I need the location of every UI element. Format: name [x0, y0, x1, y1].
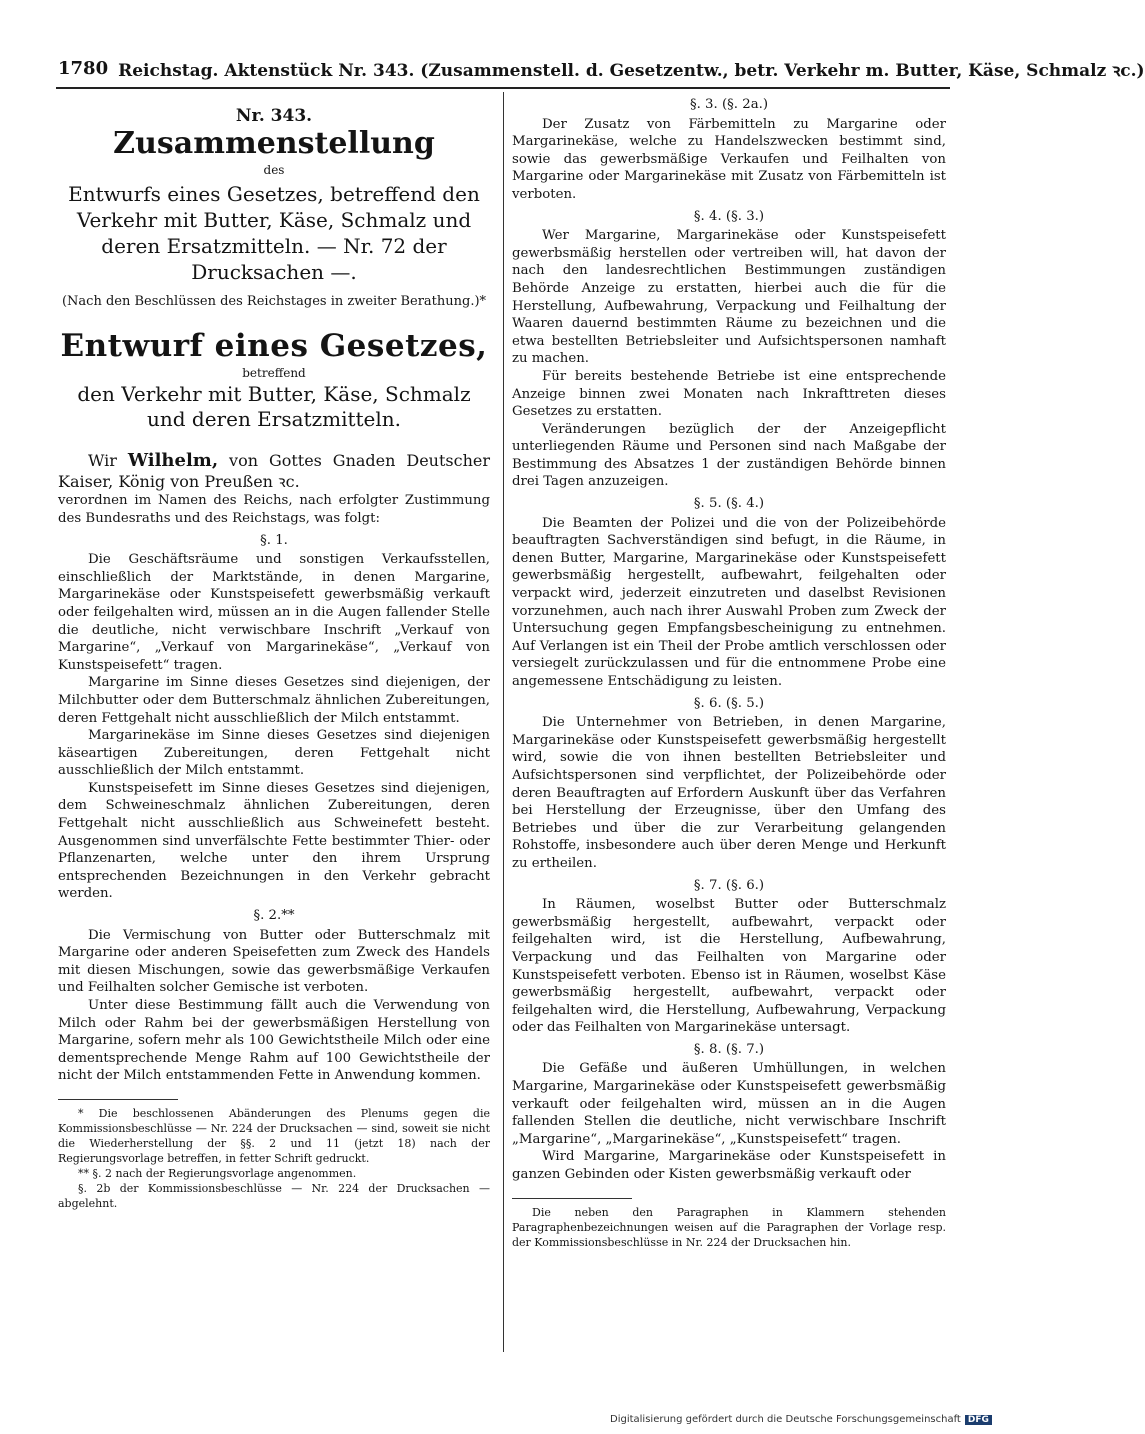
section-4-para-3: Veränderungen bezüglich der der Anzeigepflicht unterliegenden Räume und Personen sind nach Maßgabe der Bestimmung des Absatzes 1 der zuständigen Behörde binnen drei Tagen anzuzeigen.: [512, 421, 946, 490]
credit-text: Digitalisierung gefördert durch die Deutsche Forschungsgemeinschaft: [610, 1414, 961, 1425]
section-7-heading: §. 7. (§. 6.): [693, 877, 765, 893]
draft-subtitle: den Verkehr mit Butter, Käse, Schmalz und deren Ersatzmitteln.: [77, 382, 471, 432]
footnote-rule: [58, 1099, 178, 1100]
preamble-wir: [58, 450, 490, 492]
right-footnote-rule: [512, 1198, 632, 1199]
section-5-para-1: Die Beamten der Polizei und die von der Polizeibehörde beauftragten Sachverständigen sind befugt, in die Räume, in denen Butter, Margarine, Margarinekäse oder Kunstspeisefett gewerbsmäßig hergestellt, aufbewahrt, feilgehalten oder verpackt wird, jederzeit einzutreten und daselbst Revisionen vorzunehmen, auch nach ihrer Auswahl Proben zum Zweck der Untersuchung gegen Empfangsbescheinigung zu entnehmen. Auf Verlangen ist ein Theil der Probe amtlich verschlossen oder versiegelt zurückzulassen und für die entnommene Probe eine angemessene Entschädigung zu leisten.: [512, 515, 946, 689]
page-number: 1780: [58, 58, 109, 79]
digitization-credit: [610, 1414, 992, 1425]
section-7-para-1: In Räumen, woselbst Butter oder Butterschmalz gewerbsmäßig hergestellt, aufbewahrt, verpackt oder feilgehalten wird, ist die Herstellung, Aufbewahrung, Verpackung und das Feilhalten von Margarine oder Kunstspeisefett verboten. Ebenso ist in Räumen, woselbst Käse gewerbsmäßig hergestellt, aufbewahrt, verpackt oder feilgehalten wird, die Herstellung, Aufbewahrung, Verpackung oder das Feilhalten von Margarinekäse untersagt.: [512, 897, 946, 1036]
betreffend-label: betreffend: [242, 365, 306, 380]
section-8-para-1: Die Gefäße und äußeren Umhüllungen, in welchen Margarine, Margarinekäse oder Kunstspeisefett gewerbsmäßig verkauft oder feilgehalten wird, müssen an in die Augen fallenden Stellen die deutliche, nicht verwischbare Inschrift „Margarine“, „Margarinekäse“, „Kunstspeisefett“ tragen.: [512, 1061, 946, 1147]
column-divider: [503, 92, 504, 1352]
running-title: Reichstag. Aktenstück Nr. 343. (Zusammenstell. d. Gesetzentw., betr. Verkehr m. Butter, Käse, Schmalz ꝛc.): [118, 61, 1145, 81]
section-6-heading: §. 6. (§. 5.): [693, 695, 765, 711]
section-5-heading: §. 5. (§. 4.): [693, 496, 765, 512]
header-rule: [56, 87, 950, 89]
section-3-heading: §. 3. (§. 2a.): [689, 97, 769, 112]
des-label: des: [263, 162, 285, 177]
dfg-logo: DFG: [965, 1415, 992, 1425]
section-1-para-3: Margarinekäse im Sinne dieses Gesetzes sind diejenigen käseartigen Zubereitungen, deren Fettgehalt nicht ausschließlich der Milch entstammt.: [58, 728, 490, 779]
draft-title: Entwurf eines Gesetzes,: [60, 327, 488, 364]
section-1-para-1: Die Geschäftsräume und sonstigen Verkaufsstellen, einschließlich der Marktstände, in denen Margarine, Margarinekäse oder Kunstspeisefett gewerbsmäßig verkauft oder feilgehalten wird, müssen an in die Augen fallender Stelle die deutliche, nicht verwischbare Inschrift „Verkauf von Margarine“, „Verkauf von Margarinekäse“, „Verkauf von Kunstspeisefett“ tragen.: [58, 552, 490, 673]
section-4-heading: §. 4. (§. 3.): [693, 208, 765, 224]
footnote-1: * Die beschlossenen Abänderungen des Plenums gegen die Kommissionsbeschlüsse — Nr. 224 der Drucksachen — sind, soweit sie nicht die Wiederherstellung der §§. 2 und 11 (jetzt 18) nach der Regierungsvorlage betreffen, in fetter Schrift gedruckt.: [58, 1106, 490, 1165]
wir-word: Wir: [88, 451, 117, 471]
right-footnote: Die neben den Paragraphen in Klammern stehenden Paragraphenbezeichnungen weisen auf die Paragraphen der Vorlage resp. der Kommissionsbeschlüsse in Nr. 224 der Drucksachen hin.: [512, 1205, 946, 1249]
footnote-3: §. 2b der Kommissionsbeschlüsse — Nr. 224 der Drucksachen — abgelehnt.: [58, 1181, 490, 1210]
section-8-heading: §. 8. (§. 7.): [693, 1041, 765, 1057]
kaiser-titles: von Gottes Gnaden Deutscher Kaiser, König von Preußen ꝛc.: [58, 451, 490, 492]
left-column: [58, 92, 490, 1211]
section-2-heading: §. 2.**: [253, 908, 295, 924]
preamble-verordnen: verordnen im Namen des Reichs, nach erfolgter Zustimmung des Bundesraths und des Reichstags, was folgt:: [58, 493, 490, 526]
footnote-2: ** §. 2 nach der Regierungsvorlage angenommen.: [78, 1166, 357, 1180]
right-column: [512, 92, 946, 1250]
section-4-para-2: Für bereits bestehende Betriebe ist eine entsprechende Anzeige binnen zwei Monaten nach Inkrafttreten dieses Gesetzes zu erstatten.: [512, 368, 946, 420]
section-3-para-1: Der Zusatz von Färbemitteln zu Margarine oder Margarinekäse, welche zu Handelszwecken bestimmt sind, sowie das gewerbsmäßige Verkaufen und Feilhalten von Margarine oder Margarinekäse mit Zusatz von Färbemitteln ist verboten.: [512, 116, 946, 202]
document-subtitle: Entwurfs eines Gesetzes, betreffend den Verkehr mit Butter, Käse, Schmalz und deren Ersatzmitteln. — Nr. 72 der Drucksachen —.: [68, 182, 480, 285]
section-6-para-1: Die Unternehmer von Betrieben, in denen Margarine, Margarinekäse oder Kunstspeisefett gewerbsmäßig hergestellt wird, sowie die von ihnen bestellten Betriebsleiter und Aufsichtspersonen sind verpflichtet, der Polizeibehörde oder deren Beauftragten auf Erfordern Auskunft über das Verfahren bei Herstellung der Erzeugnisse, über den Umfang des Betriebes und über die zur Verarbeitung gelangenden Rohstoffe, insbesondere auch über deren Menge und Herkunft zu ertheilen.: [512, 715, 946, 871]
page-header: [58, 58, 1145, 81]
section-2-para-1: Die Vermischung von Butter oder Butterschmalz mit Margarine oder anderen Speisefetten zum Zweck des Handels mit diesen Mischungen, sowie das gewerbsmäßige Verkaufen und Feilhalten solcher Gemische ist verboten.: [58, 927, 490, 996]
section-1-para-2: Margarine im Sinne dieses Gesetzes sind diejenigen, der Milchbutter oder dem Butterschmalz ähnlichen Zubereitungen, deren Fettgehalt nicht ausschließlich der Milch entstammt.: [58, 675, 490, 726]
section-8-para-2: Wird Margarine, Margarinekäse oder Kunstspeisefett in ganzen Gebinden oder Kisten gewerbsmäßig verkauft oder: [512, 1149, 946, 1183]
document-title: Zusammenstellung: [113, 125, 435, 161]
section-1-heading: §. 1.: [260, 532, 288, 548]
kaiser-name: Wilhelm,: [127, 450, 219, 472]
document-number: Nr. 343.: [235, 106, 313, 126]
section-4-para-1: Wer Margarine, Margarinekäse oder Kunstspeisefett gewerbsmäßig herstellen oder vertreiben will, hat davon der nach den landesrechtlichen Bestimmungen zuständigen Behörde Anzeige zu erstatten, hierbei auch die für die Herstellung, Aufbewahrung, Verpackung und Feilhaltung der Waaren dauernd bestimmten Räume zu bezeichnen und die etwa bestellten Betriebsleiter und Aufsichtspersonen namhaft zu machen.: [512, 228, 946, 367]
reading-note: (Nach den Beschlüssen des Reichstages in zweiter Berathung.)*: [61, 294, 487, 310]
section-2-para-2: Unter diese Bestimmung fällt auch die Verwendung von Milch oder Rahm bei der gewerbsmäßigen Herstellung von Margarine, sofern mehr als 100 Gewichtstheile Milch oder eine dementsprechende Menge Rahm auf 100 Gewichtstheile der nicht der Milch entstammenden Fette in Anwendung kommen.: [58, 998, 490, 1084]
section-1-para-4: Kunstspeisefett im Sinne dieses Gesetzes sind diejenigen, dem Schweineschmalz ähnlichen Zubereitungen, deren Fettgehalt nicht ausschließlich aus Schweinefett besteht. Ausgenommen sind unverfälschte Fette bestimmter Thier- oder Pflanzenarten, welche unter den ihrem Ursprung entsprechenden Bezeichnungen in den Verkehr gebracht werden.: [58, 780, 490, 902]
